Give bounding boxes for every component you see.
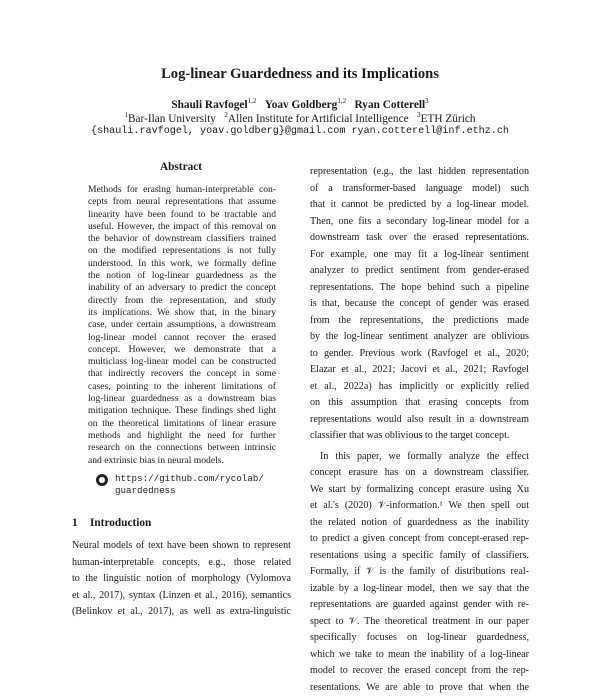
body-line: human-interpretable concepts, e.g., those related bbox=[72, 555, 291, 572]
abstract-line: the behavior of downstream classifiers trained bbox=[88, 233, 276, 245]
body-line: et al., 2022a) has implicitly or explicitly relied bbox=[310, 379, 529, 396]
body-line: by the log-linear sentiment analyzer are oblivious bbox=[310, 329, 529, 346]
abstract-line: the notion of log-linear guardedness as the bbox=[88, 270, 276, 282]
body-line: to gender. Previous work (Ravfogel et al., 2020; bbox=[310, 346, 529, 363]
affiliation-name: ETH Zürich bbox=[421, 113, 476, 125]
body-line: We start by formalizing concept erasure using Xu bbox=[310, 482, 529, 499]
abstract-line: multiclass log-linear model can be constructed bbox=[88, 356, 276, 368]
repository-url-line: guardedness bbox=[115, 485, 285, 497]
author-emails: {shauli.ravfogel, yoav.goldberg}@gmail.com ryan.cotterell@inf.ethz.ch bbox=[0, 126, 600, 137]
affiliation-list bbox=[0, 111, 600, 125]
repository-url[interactable] bbox=[115, 473, 285, 498]
section-title: Introduction bbox=[90, 517, 151, 529]
body-line: from the representations, the predictions made bbox=[310, 313, 529, 330]
body-line: concept erasure has on a downstream classifier. bbox=[310, 465, 529, 482]
introduction-left-column bbox=[72, 538, 291, 621]
body-line: (Belinkov et al., 2017), as well as extra-linguistic bbox=[72, 604, 291, 621]
abstract-line: log-linear guardedness as a downstream bias bbox=[88, 393, 276, 405]
body-line: et al.'s (2020) 𝒱-information.¹ We then spell out bbox=[310, 498, 529, 515]
abstract-body bbox=[88, 184, 276, 467]
abstract-line: on the theoretical limitations of linear erasure bbox=[88, 418, 276, 430]
body-line: Formally, if 𝒱 is the family of distributions real- bbox=[310, 564, 529, 581]
body-line: Elazar et al., 2021; Jacovi et al., 2021; Ravfogel bbox=[310, 362, 529, 379]
body-line: Neural models of text have been shown to represent bbox=[72, 538, 291, 555]
body-line: representations would also result in a downstream bbox=[310, 412, 529, 429]
abstract-line: understood. In this work, we formally define bbox=[88, 258, 276, 270]
abstract-line: linearity have been found to be tractable and bbox=[88, 209, 276, 221]
affiliation-mark: 3 bbox=[417, 111, 421, 119]
author-name: Ryan Cotterell bbox=[355, 99, 426, 111]
paper-title: Log-linear Guardedness and its Implications bbox=[0, 66, 600, 83]
abstract-line: concept. However, we demonstrate that a bbox=[88, 344, 276, 356]
abstract-line: mitigation technique. These findings shed light bbox=[88, 405, 276, 417]
abstract-line: research on the connections between intrinsic bbox=[88, 442, 276, 454]
abstract-line: its implications. We show that, in the binary bbox=[88, 307, 276, 319]
author-affiliation-mark: 1,2 bbox=[248, 97, 257, 105]
author-affiliation-mark: 3 bbox=[425, 97, 429, 105]
body-line: resentations using a specific family of classifiers. bbox=[310, 548, 529, 565]
body-line: is that, because the concept of gender was erased bbox=[310, 296, 529, 313]
abstract-line: on the modified representations is not fully bbox=[88, 245, 276, 257]
body-line: analyzer to predict sentiment from gender-erased bbox=[310, 263, 529, 280]
author-affiliation-mark: 1,2 bbox=[337, 97, 346, 105]
body-line: For example, one may fit a log-linear sentiment bbox=[310, 247, 529, 264]
abstract-line: that indirectly recovers the concept in some bbox=[88, 368, 276, 380]
github-icon bbox=[96, 474, 108, 486]
body-line: downstream task over the erased representations. bbox=[310, 230, 529, 247]
body-line: which we take to mean the inability of a log-linear bbox=[310, 647, 529, 664]
body-line: spect to 𝒱. The theoretical treatment in our paper bbox=[310, 614, 529, 631]
abstract-line: directly from the representation, and study bbox=[88, 295, 276, 307]
section-heading bbox=[72, 517, 302, 529]
abstract-line: cases, pointing to the inherent limitations of bbox=[88, 381, 276, 393]
section-number: 1 bbox=[72, 517, 90, 529]
body-line: of a transformer-based language model) such bbox=[310, 181, 529, 198]
abstract-line: cepts from neural representations that assume bbox=[88, 196, 276, 208]
repository-url-line: https://github.com/rycolab/ bbox=[115, 473, 285, 485]
body-line: model to recover the erased concept from the rep- bbox=[310, 663, 529, 680]
abstract-heading: Abstract bbox=[72, 161, 290, 173]
body-line: representations. The hope behind such a pipeline bbox=[310, 280, 529, 297]
body-line: on this assumption that erasing concepts from bbox=[310, 395, 529, 412]
affiliation-name: Bar-Ilan University bbox=[128, 113, 216, 125]
body-line: classifier that was oblivious to the target concept. bbox=[310, 428, 529, 445]
body-line: resentations. We are able to prove that when the bbox=[310, 680, 529, 696]
affiliation-mark: 2 bbox=[224, 111, 228, 119]
abstract-line: case, under certain assumptions, a downstream bbox=[88, 319, 276, 331]
abstract-line: and extrinsic bias in neural models. bbox=[88, 455, 276, 467]
body-line: to the linguistic notion of morphology (Vylomova bbox=[72, 571, 291, 588]
body-line: that it cannot be predicted by a log-linear model. bbox=[310, 197, 529, 214]
author-name: Yoav Goldberg bbox=[265, 99, 338, 111]
body-line: specifically focuses on log-linear guardedness, bbox=[310, 630, 529, 647]
body-line: the related notion of guardedness as the inability bbox=[310, 515, 529, 532]
body-line: In this paper, we formally analyze the effect bbox=[310, 449, 529, 466]
author-name: Shauli Ravfogel bbox=[171, 99, 247, 111]
body-line: representations are guarded against gender with re- bbox=[310, 597, 529, 614]
author-list bbox=[0, 97, 600, 111]
body-line: representation (e.g., the last hidden representation bbox=[310, 164, 529, 181]
body-line: et al., 2017), syntax (Linzen et al., 2016), semantics bbox=[72, 588, 291, 605]
abstract-line: Methods for erasing human-interpretable con- bbox=[88, 184, 276, 196]
body-line: Then, one fits a secondary log-linear model for a bbox=[310, 214, 529, 231]
right-column bbox=[310, 164, 529, 696]
affiliation-name: Allen Institute for Artificial Intelligence bbox=[228, 113, 409, 125]
abstract-line: useful. However, the impact of this removal on bbox=[88, 221, 276, 233]
affiliation-mark: 1 bbox=[124, 111, 128, 119]
abstract-line: log-linear model cannot recover the erased bbox=[88, 332, 276, 344]
abstract-line: inability of an adversary to predict the concept bbox=[88, 282, 276, 294]
abstract-line: methods and highlight the need for further bbox=[88, 430, 276, 442]
body-line: to predict a given concept from concept-erased rep- bbox=[310, 531, 529, 548]
body-line: izable by a log-linear model, then we say that the bbox=[310, 581, 529, 598]
